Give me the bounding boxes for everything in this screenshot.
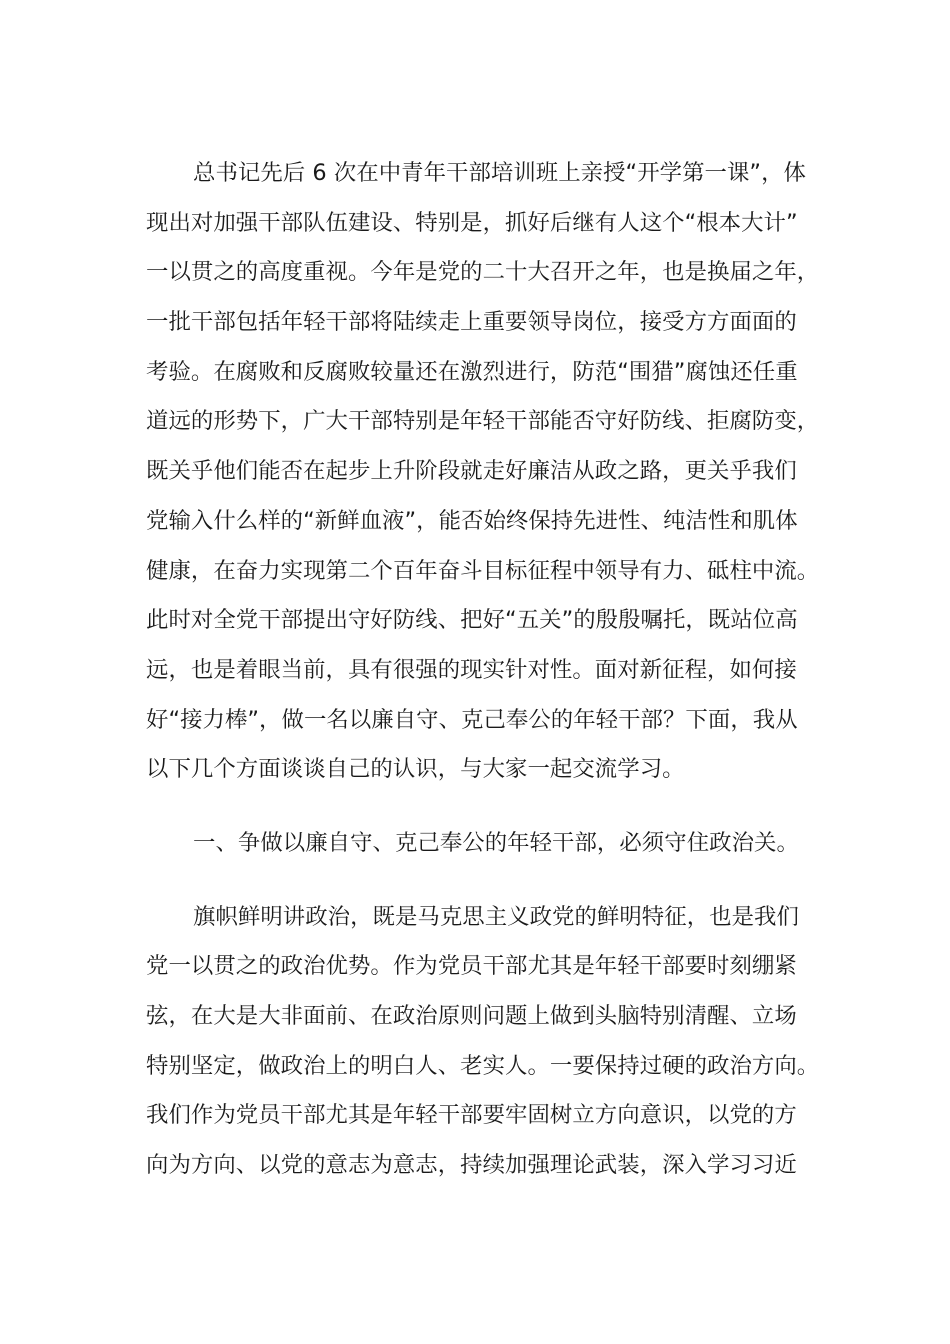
text-line: 一以贯之的高度重视。今年是党的二十大召开之年，也是换届之年， [146,259,820,286]
text-line: 特别坚定，做政治上的明白人、老实人。一要保持过硬的政治方向。 [146,1052,820,1079]
document-body [146,149,820,1191]
text-line: 我们作为党员干部尤其是年轻干部要牢固树立方向意识，以党的方 [146,1102,797,1129]
text-line: 向为方向、以党的意志为意志，持续加强理论武装，深入学习习近 [146,1152,797,1179]
text-line: 此时对全党干部提出守好防线、把好“五关”的殷殷嘱托，既站位高 [146,607,798,634]
text-line: 好“接力棒”，做一名以廉自守、克己奉公的年轻干部？下面，我从 [146,706,798,733]
text-line: 党输入什么样的“新鲜血液”，能否始终保持先进性、纯洁性和肌体 [146,507,798,534]
text-line: 既关乎他们能否在起步上升阶段就走好廉洁从政之路，更关乎我们 [146,458,797,485]
text-line: 旗帜鲜明讲政治，既是马克思主义政党的鲜明特征，也是我们 [193,903,799,930]
text-line: 党一以贯之的政治优势。作为党员干部尤其是年轻干部要时刻绷紧 [146,953,797,980]
text-line: 弦，在大是大非面前、在政治原则问题上做到头脑特别清醒、立场 [146,1003,797,1029]
text-line: 道远的形势下，广大干部特别是年轻干部能否守好防线、拒腐防变， [146,408,820,435]
paragraph-spacer [146,795,814,819]
text-line: 考验。在腐败和反腐败较量还在激烈进行，防范“围猎”腐蚀还任重 [146,358,798,385]
heading-text: 一、争做以廉自守、克己奉公的年轻干部，必须守住政治关。 [193,829,799,856]
paragraph-spacer [146,869,814,893]
text-line: 健康，在奋力实现第二个百年奋斗目标征程中领导有力、砥柱中流。 [146,557,820,584]
section-heading [146,819,814,869]
text-line: 以下几个方面谈谈自己的认识，与大家一起交流学习。 [146,756,685,783]
text-line: 一批干部包括年轻干部将陆续走上重要领导岗位，接受方方面面的 [146,309,797,336]
paragraph-section-1 [146,893,820,1191]
text-line: 远，也是着眼当前，具有很强的现实针对性。面对新征程，如何接 [146,656,797,683]
text-line: 现出对加强干部队伍建设、特别是，抓好后继有人这个“根本大计” [146,209,798,236]
paragraph-intro [146,149,820,795]
text-line: 总书记先后 6 次在中青年干部培训班上亲授“开学第一课”，体 [193,160,806,186]
